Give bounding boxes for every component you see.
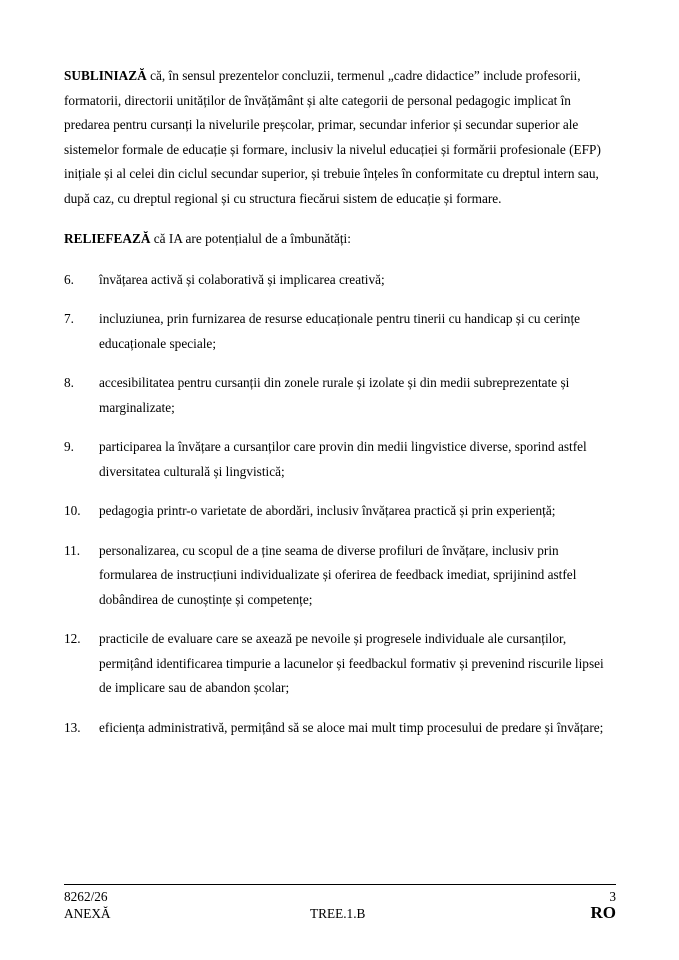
item-number: 12. (64, 631, 81, 646)
item-text: practicile de evaluare care se axează pe nevoile și progresele individuale ale cursanților, permițând identificarea timpurie a lacunelor și feedbackul formativ și prevenind riscurile lipsei de implicare sau de abandon școlar; (99, 631, 604, 695)
item-number: 9. (64, 439, 74, 454)
paragraph-text: că, în sensul prezentelor concluzii, termenul „cadre didactice” include profesorii, formatorii, directorii unităților de învățământ și alte categorii de personal pedagogic implicat în predarea pentru cursanți la nivelurile preșcolar, primar, secundar inferior și secundar superior ale sistemelor formale de educație și formare, inclusiv la nivelul educației și formării profesionale (EFP) inițiale și al celei din ciclul secundar superior, și trebuie înțeles în conformitate cu dreptul intern sau, după caz, cu dreptul regional și cu structura fiecărui sistem de educație și formare. (64, 68, 601, 206)
paragraph-keyword: RELIEFEAZĂ (64, 231, 151, 246)
footer-code: TREE.1.B (310, 906, 366, 921)
footer-doc-number: 8262/26 (64, 889, 108, 904)
list-item-9 (64, 435, 616, 484)
item-number: 13. (64, 719, 81, 735)
item-text: pedagogia printr-o varietate de abordări, inclusiv învățarea practică și prin experiență; (99, 503, 556, 518)
list-item-8 (64, 371, 616, 420)
footer-annex: ANEXĂ (64, 906, 111, 921)
paragraph-text: că IA are potențialul de a îmbunătăți: (150, 231, 351, 246)
item-text: accesibilitatea pentru cursanții din zonele rurale și izolate și din medii subreprezentate și marginalizate; (99, 375, 570, 415)
item-text: incluziunea, prin furnizarea de resurse educaționale pentru tinerii cu handicap și cu cerințe educaționale speciale; (99, 311, 581, 351)
footer-page-number: 3 (609, 889, 616, 904)
item-number: 7. (64, 311, 74, 326)
footer-divider (64, 884, 616, 885)
list-item-12 (64, 627, 616, 701)
list-item-6 (64, 268, 616, 293)
item-number: 8. (64, 375, 74, 390)
item-text: personalizarea, cu scopul de a ține seama de diverse profiluri de învățare, inclusiv prin formularea de instrucțiuni individualizate și oferirea de feedback imediat, sprijinind astfel dobândirea de cunoștințe și competențe; (99, 542, 577, 607)
list-item-11 (64, 539, 616, 613)
item-text: eficiența administrativă, permițând să se aloce mai mult timp procesului de predare și învățare; (99, 719, 604, 735)
paragraph-subliniaza (64, 64, 616, 211)
paragraph-reliefeaza (64, 227, 616, 252)
item-text: participarea la învățare a cursanților care provin din medii lingvistice diverse, sporind astfel diversitatea culturală și lingvistică; (99, 439, 587, 479)
list-item-10 (64, 499, 616, 524)
document-body (64, 64, 616, 755)
item-number: 6. (64, 271, 74, 287)
item-number: 10. (64, 503, 81, 518)
footer-language: RO (590, 903, 616, 922)
list-item-7 (64, 307, 616, 356)
paragraph-keyword: SUBLINIAZĂ (64, 68, 147, 83)
list-item-13 (64, 716, 616, 741)
item-text: învățarea activă și colaborativă și implicarea creativă; (99, 271, 385, 287)
item-number: 11. (64, 542, 81, 558)
